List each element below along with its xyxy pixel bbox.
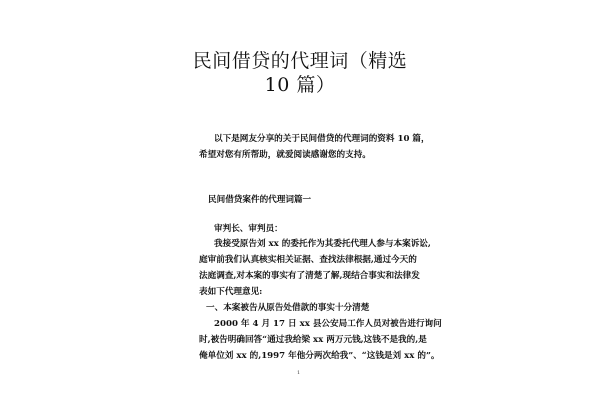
- point-1-heading: 一、本案被告从原告处借款的事实十分清楚: [206, 303, 370, 313]
- section-heading: 民间借贷案件的代理词篇一: [208, 195, 312, 205]
- paragraph-2-line-1: 2000 年 4 月 17 日 xx 县公安局工作人员对被告进行询问: [214, 319, 442, 329]
- paragraph-1-line-2: 庭审前我们认真核实相关证据、查找法律根据,通过今天的: [199, 255, 417, 265]
- document-title-line-1: 民间借贷的代理词（精选: [192, 50, 408, 72]
- paragraph-2-line-3: 俺单位刘 xx 的,1997 年他分两次给我”、“这钱是刘 xx 的”。: [199, 351, 440, 361]
- paragraph-1-line-1: 我接受原告刘 xx 的委托作为其委托代理人参与本案诉讼,: [214, 239, 431, 249]
- document-title-line-2: 10 篇）: [264, 74, 336, 96]
- page-number: 1: [297, 370, 301, 376]
- salutation: 审判长、审判员：: [214, 224, 283, 234]
- paragraph-2-line-2: 时,被告明确回答“通过我给梁 xx 两万元钱,这钱不是我的,是: [199, 335, 427, 345]
- paragraph-1-line-3: 法庭调查,对本案的事实有了清楚了解,现结合事实和法律发: [199, 271, 420, 281]
- paragraph-1-line-4: 表如下代理意见:: [199, 287, 263, 297]
- intro-line-2: 希望对您有所帮助，就爱阅读感谢您的支持。: [199, 150, 371, 160]
- intro-line-1: 以下是网友分享的关于民间借贷的代理词的资料 10 篇，: [214, 134, 430, 144]
